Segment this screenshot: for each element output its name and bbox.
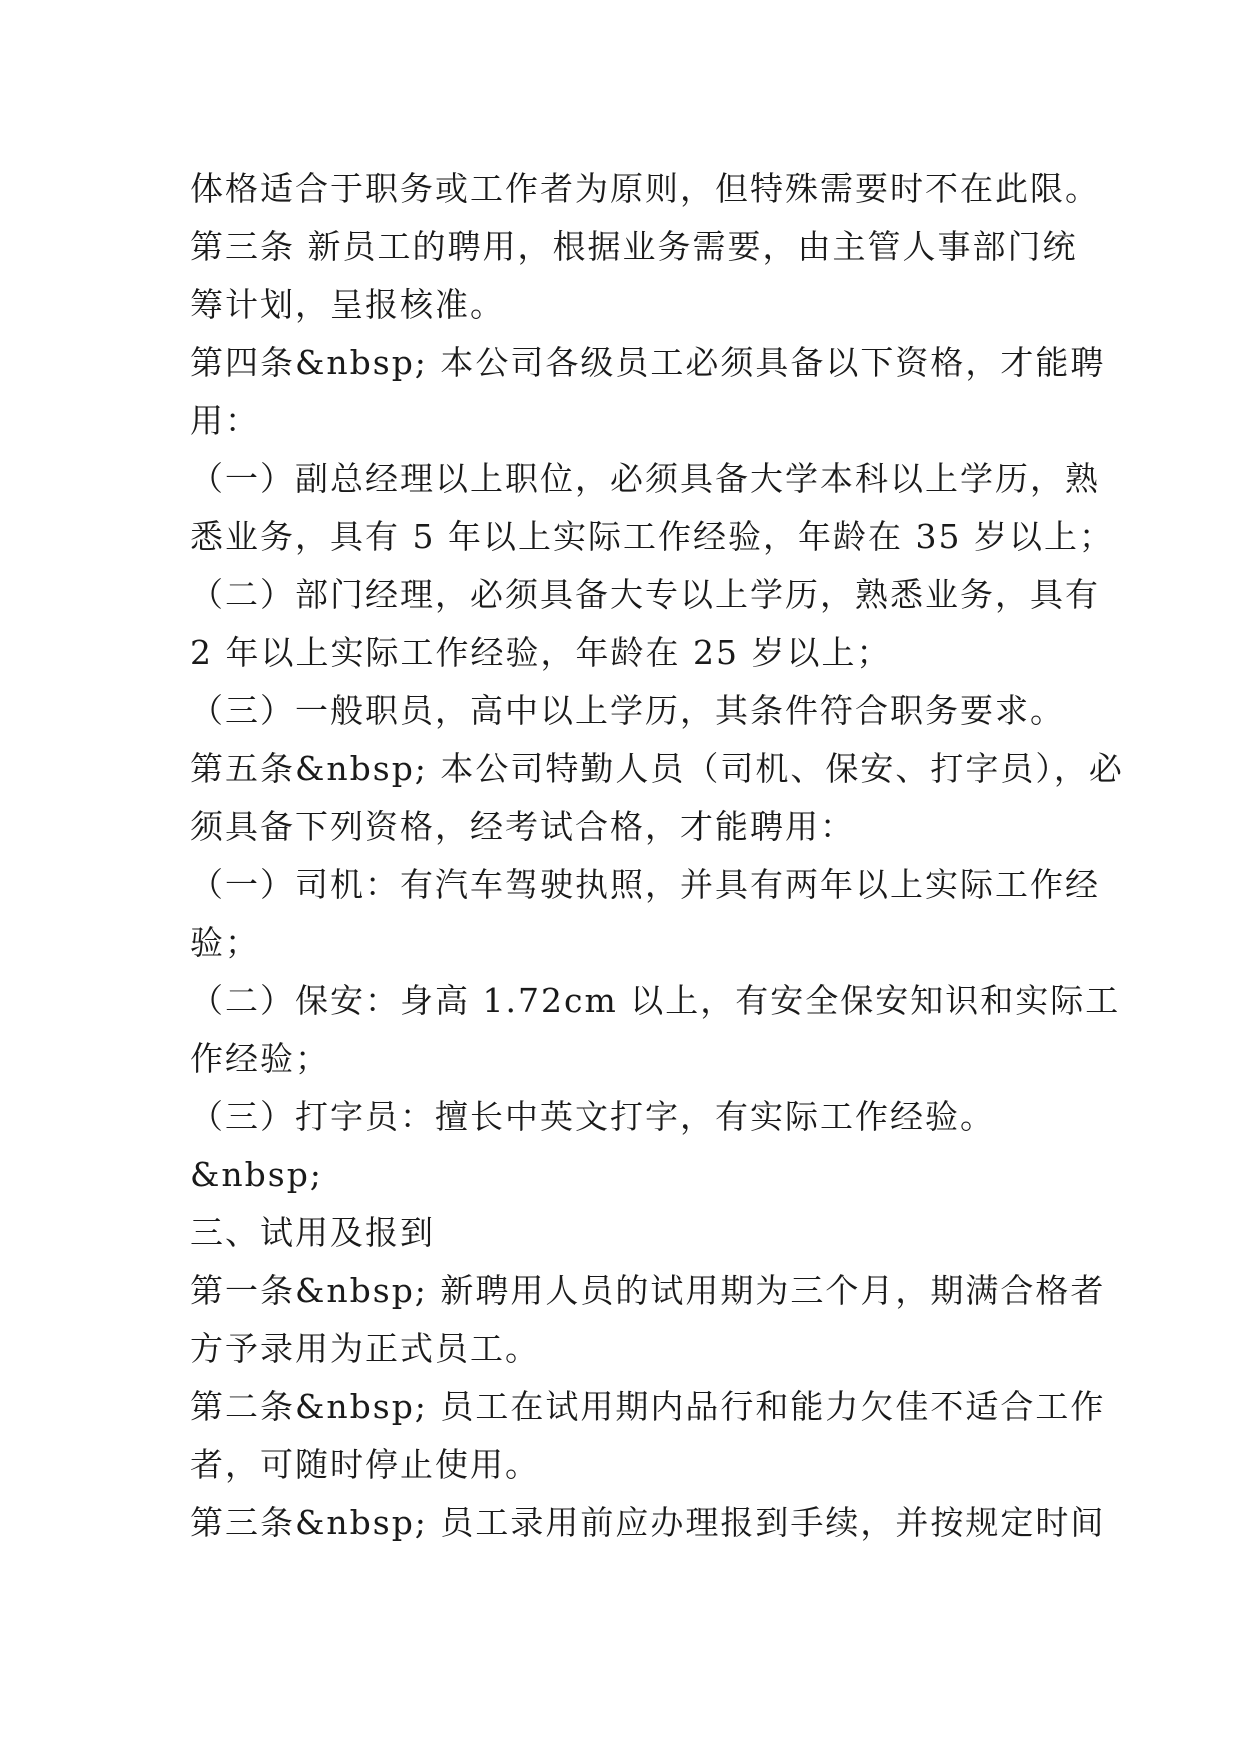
text-line: 2 年以上实际工作经验，年龄在 25 岁以上；: [190, 633, 892, 672]
text-line: （二）部门经理，必须具备大专以上学历，熟悉业务，具有: [190, 575, 1100, 614]
text-line: 验；: [190, 923, 260, 962]
text-line: 须具备下列资格，经考试合格，才能聘用：: [190, 807, 855, 846]
section-heading: 三、试用及报到: [190, 1213, 435, 1252]
text-line: （一）司机：有汽车驾驶执照，并具有两年以上实际工作经: [190, 865, 1100, 904]
text-line: 作经验；: [190, 1039, 330, 1078]
text-line: （三）打字员：擅长中英文打字，有实际工作经验。: [190, 1097, 995, 1136]
text-line: 体格适合于职务或工作者为原则，但特殊需要时不在此限。: [190, 169, 1100, 208]
document-body: [190, 160, 1124, 1552]
text-line: 筹计划，呈报核准。: [190, 285, 505, 324]
text-line: 者，可随时停止使用。: [190, 1445, 540, 1484]
text-line: 方予录用为正式员工。: [190, 1329, 540, 1368]
text-line: 第二条&nbsp; 员工在试用期内品行和能力欠佳不适合工作: [190, 1387, 1106, 1426]
text-line: 第五条&nbsp; 本公司特勤人员（司机、保安、打字员），必: [190, 749, 1124, 788]
text-line: 悉业务，具有 5 年以上实际工作经验，年龄在 35 岁以上；: [190, 517, 1114, 556]
text-line: &nbsp;: [190, 1155, 323, 1194]
text-line: 第四条&nbsp; 本公司各级员工必须具备以下资格，才能聘: [190, 343, 1106, 382]
text-line: 第一条&nbsp; 新聘用人员的试用期为三个月，期满合格者: [190, 1271, 1106, 1310]
text-line: （三）一般职员，高中以上学历，其条件符合职务要求。: [190, 691, 1065, 730]
text-line: （二）保安：身高 1.72cm 以上，有安全保安知识和实际工: [190, 981, 1121, 1020]
text-line: 用：: [190, 401, 260, 440]
text-line: 第三条 新员工的聘用，根据业务需要，由主管人事部门统: [190, 227, 1078, 266]
text-line: 第三条&nbsp; 员工录用前应办理报到手续，并按规定时间: [190, 1503, 1106, 1542]
text-line: （一）副总经理以上职位，必须具备大学本科以上学历，熟: [190, 459, 1100, 498]
